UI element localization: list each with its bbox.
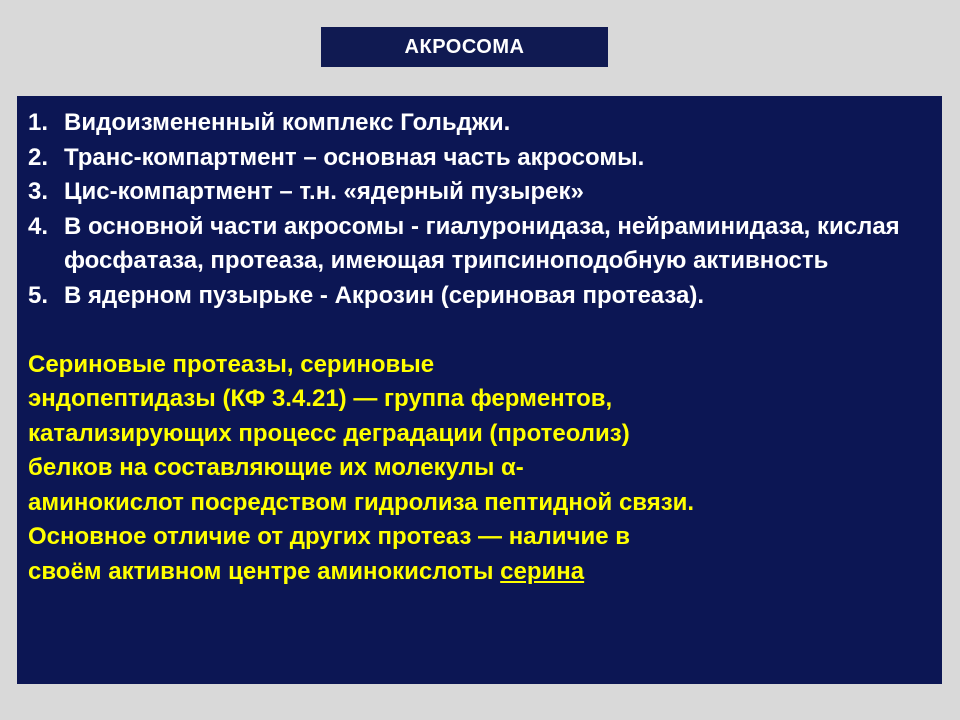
- list-item-text: Транс-компартмент – основная часть акросомы.: [64, 143, 645, 171]
- slide-title: АКРОСОМА: [404, 35, 525, 58]
- paragraph-last-line: [28, 555, 932, 590]
- list-item-text: Видоизмененный комплекс Гольджи.: [64, 109, 511, 136]
- list-item: [28, 175, 932, 210]
- list-item: [28, 279, 932, 314]
- list-item-number: 2.: [28, 143, 49, 171]
- list-item-text: В ядерном пузырьке - Акрозин (сериновая протеаза).: [64, 281, 705, 309]
- paragraph-line: эндопептидазы (КФ 3.4.21) — группа ферментов,: [28, 385, 613, 412]
- list-item-number: 4.: [28, 212, 49, 240]
- list-item: [28, 210, 932, 279]
- list-item: [28, 141, 932, 176]
- list-item-number: 5.: [28, 281, 49, 309]
- numbered-list: [28, 106, 932, 313]
- list-item-number: 3.: [28, 178, 49, 205]
- paragraph-line: катализирующих процесс деградации (протеолиз): [28, 419, 630, 447]
- list-item: [28, 106, 932, 141]
- serine-protease-paragraph: [28, 348, 932, 590]
- content-box: [17, 96, 942, 684]
- serine-link[interactable]: серина: [500, 557, 585, 585]
- paragraph-line-prefix: своём активном центре аминокислоты: [28, 557, 501, 585]
- paragraph-line: аминокислот посредством гидролиза пептидной связи.: [28, 488, 695, 516]
- paragraph-line: белков на составляющие их молекулы α-: [28, 454, 524, 481]
- paragraph-line: Сериновые протеазы, сериновые: [28, 350, 435, 378]
- list-item-text: В основной части акросомы - гиалуронидаза, нейраминидаза, кислая фосфатаза, протеаза, имеющая трипсиноподобную активность: [64, 212, 900, 274]
- paragraph-line: Основное отличие от других протеаз — наличие в: [28, 523, 631, 550]
- spacer: [28, 313, 932, 348]
- list-item-number: 1.: [28, 109, 49, 136]
- list-item-text: Цис-компартмент – т.н. «ядерный пузырек»: [64, 178, 584, 205]
- slide-title-box: [321, 27, 608, 67]
